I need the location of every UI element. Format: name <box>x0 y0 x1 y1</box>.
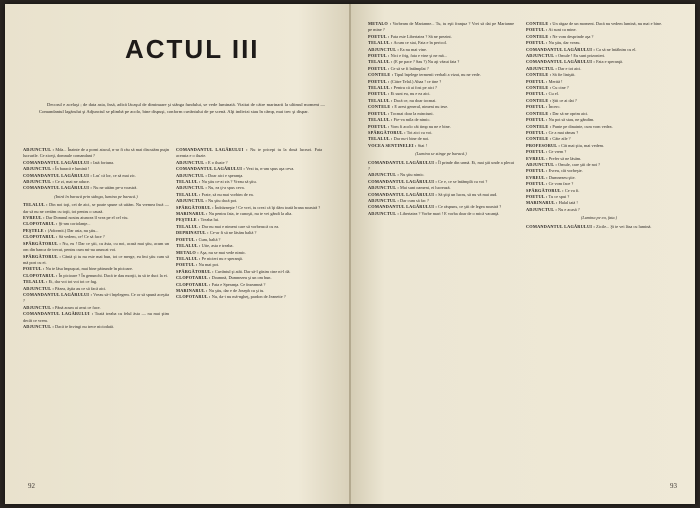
dialogue-text: Mda... Înainte de a porni atacul, n-ar fi rău să mai discutăm puţin lucrurile. Ce ziceţi, domnule comandant ? <box>23 147 169 159</box>
dialogue-text: Treaba lui. <box>199 217 220 223</box>
speaker-name: POETUL : <box>526 91 548 97</box>
dialogue-text: Fie-va mila de nimic. <box>392 117 431 123</box>
speaker-name: CLOPOTARUL : <box>176 281 211 287</box>
dialogue-text: Până acum ai avut ce face. <box>53 304 101 310</box>
speaker-name: COMANDANTUL LAGĂRULUI : <box>368 159 438 165</box>
speaker-name: TELALUL : <box>368 85 393 91</box>
dialogue-line <box>23 324 169 330</box>
dialogue-text: Ce răspuns, ce ştii de legea noastră ? <box>437 204 502 210</box>
dialogue-text: Nu, da-i nu mă-ngheţ, pardon de Jeanette ? <box>210 294 286 300</box>
speaker-name: TELALUL : <box>23 279 48 285</box>
dialogue-text: Ai sunt ca mine. <box>547 27 577 33</box>
dialogue-line <box>526 224 672 230</box>
speaker-name: TELALUL : <box>176 179 201 185</box>
speaker-name: POETUL : <box>368 78 390 84</box>
speaker-name: CONTELE : <box>526 72 552 78</box>
dialogue-text: Frate, să nu mai vorbim de ea. <box>200 191 254 197</box>
speaker-name: MARINARUL : <box>176 287 208 293</box>
speaker-name: POETUL : <box>23 266 45 272</box>
dialogue-text: Ce va fi. <box>563 187 580 193</box>
speaker-name: METALO : <box>368 21 392 26</box>
dialogue-text: Ce vrem ? <box>547 149 567 155</box>
right-page <box>350 4 695 504</box>
dialogue-text: Cum, baltă ? <box>197 236 221 242</box>
speaker-name: TELALUL : <box>176 223 201 229</box>
dialogue-text: (Adormit.) Dar asta, nu ştiu... <box>46 227 99 233</box>
speaker-name: POETUL : <box>526 168 548 174</box>
speaker-name: POETUL : <box>176 262 198 268</box>
speaker-name: POETUL : <box>526 104 548 110</box>
dialogue-text: Vreau să-i înţelegem. Ce or să spună aceştia ? <box>23 291 169 304</box>
dialogue-text: Dar nu-i bine de noi. <box>392 136 430 142</box>
dialogue-text: Dacă ce, nu doar tocmai. <box>392 97 437 103</box>
speaker-name: SPĂRGĂTORUL : <box>23 240 62 246</box>
speaker-name: ADJUNCTUL : <box>368 46 399 52</box>
speaker-name: EVREUL : <box>526 155 548 161</box>
speaker-name: COMANDANTUL LAGĂRULUI : <box>368 204 438 210</box>
dialogue-text: Pentru că ai fost pe aici ? <box>392 85 437 91</box>
dialogue-text: Doamnă, Dumnezeu şi un om bun. <box>210 275 272 281</box>
dialogue-text: Să vedem, ce! Ce să face ? <box>57 234 105 240</box>
speaker-name: POETUL : <box>526 40 548 46</box>
dialogue-text: Câte zile ? <box>551 136 571 142</box>
dialogue-text: Toată treaba cu felul ăsta — nu mai ştim decât ce vrem. <box>23 311 169 323</box>
dialogue-text: Ca să ne întâlnim cu el. <box>595 46 637 52</box>
stage-direction: (Intră în baracă prin stânga, lumina pe baracă.) <box>54 193 138 199</box>
speaker-name: ADJUNCTUL : <box>176 172 207 178</box>
speaker-name: CONTELE : <box>526 110 552 116</box>
speaker-name: POETUL : <box>368 33 390 39</box>
dialogue-text: E o iluzie ? <box>206 159 228 165</box>
dialogue-text: Nu, ea ţi-a spus ceva. <box>206 185 245 191</box>
dialogue-text: Ce zi, mai ne aduce. <box>53 179 90 185</box>
speaker-name: POETUL : <box>526 129 548 135</box>
speaker-name: VOCEA SENTINELEI : <box>368 142 417 148</box>
book-spread <box>5 4 695 504</box>
speaker-name: TELALUL : <box>176 255 201 261</box>
speaker-name: ADJUNCTUL : <box>23 323 54 329</box>
speaker-name: POETUL : <box>368 123 390 129</box>
speaker-name: CLOPOTARUL : <box>23 221 58 227</box>
speaker-name: SPĂRGĂTORUL : <box>368 129 406 135</box>
speaker-name: ADJUNCTUL : <box>368 197 399 203</box>
speaker-name: POETUL : <box>176 236 198 242</box>
speaker-name: PEŞTELE : <box>176 217 200 223</box>
dialogue-text: Nu, eu ! Dar ce ştii, cu ăsta, cu noi, acasă mai ştiu, acum un om din banca de trecut, pentru cum mi-au aruncat voi. <box>23 240 169 253</box>
speaker-name: CLOPOTARUL : <box>176 294 211 300</box>
speaker-name: POETUL : <box>368 110 390 116</box>
dialogue-text: Vezi tu, n-am spus aşa ceva. <box>245 166 295 172</box>
dialogue-text: Doar aici e speranţa. <box>206 172 244 178</box>
dialogue-line <box>526 207 672 213</box>
speaker-name: TELALUL : <box>368 59 393 65</box>
dialogue-text: Un răgaz de un moment. Dacă nu vedem lumină, nu mai e bine. <box>551 21 663 26</box>
speaker-name: TELALUL : <box>368 117 393 123</box>
dialogue-text: Nu ştiu dacă pot. <box>206 198 238 204</box>
speaker-name: POETUL : <box>368 65 390 71</box>
speaker-name: SPĂRGĂTORUL : <box>23 253 61 259</box>
dialogue-text: Libertatea ? Vorbe mari ! E vorba doar de o mică vacanţă. <box>398 210 500 216</box>
dialogue-text: Omule, care ştii de noi ? <box>556 161 601 167</box>
speaker-name: CONTELE : <box>526 33 552 39</box>
speaker-name: TELALUL : <box>368 40 393 46</box>
speaker-name: ADJUNCTUL : <box>176 159 207 165</box>
dialogue-line <box>368 160 514 173</box>
dialogue-text: Dar e tot aici. <box>556 65 582 71</box>
dialogue-text: Tipul înţelege termenii verbali a vizat, nu ne vede. <box>393 72 481 78</box>
speaker-name: SPĂRGĂTORUL : <box>176 204 214 210</box>
speaker-name: CONTELE : <box>526 85 552 91</box>
stage-direction-intro: Decorul e acelaşi ; de data asta, însă, adică lăcaşul de diminuare şi stânga fundului, se vede luminată. Vizitat de către marinarii la ultimul moment — Comandantul lagărului şi Adjunctul se plimbă pe acolo, bine dispuşi, conform cuvântului de pe scenă. Alţi indivizi stau în câmp, mai trec şi dispar. <box>39 102 325 114</box>
speaker-name: COMANDANTUL LAGĂRULUI : <box>368 178 438 184</box>
dialogue-text: Nu te pricepi tu la două lucruri. Fata aceasta e o iluzie. <box>176 147 322 159</box>
dialogue-text: Nu ne uităm pe-a voastră. <box>92 185 138 191</box>
speaker-name: DEPRINATUL : <box>176 230 209 236</box>
speaker-name: CONTELE : <box>526 123 552 129</box>
dialogue-text: Ştii ce ai dat ? <box>551 97 577 103</box>
speaker-name: ADJUNCTUL : <box>526 161 557 167</box>
dialogue-text: Dacă te învingi nu trece niciodată. <box>53 323 114 329</box>
dialogue-line <box>23 147 169 160</box>
dialogue-text: Ce e, ce se întâmplă cu voi ? <box>437 178 488 184</box>
dialogue-text: Fata este Libertatea ? Să ne prezint. <box>389 33 452 39</box>
speaker-name: CLOPOTARUL : <box>23 234 58 240</box>
speaker-name: ADJUNCTUL : <box>526 53 557 59</box>
speaker-name: COMANDANTUL LAGĂRULUI : <box>368 191 438 197</box>
stage-direction: (Lumina pe ea, fata.) <box>580 215 618 221</box>
speaker-name: ADJUNCTUL : <box>23 179 54 185</box>
dialogue-text: Fata e Speranţa. Ce înseamnă ? <box>210 281 266 287</box>
dialogue-text: Nu e acasă ? <box>556 206 580 212</box>
dialogue-text: Nu ştiu nimic. <box>398 172 425 178</box>
dialogue-text: În baracă e lumină ! <box>53 166 90 172</box>
dialogue-line <box>23 185 169 191</box>
page-number-right: 93 <box>670 482 677 490</box>
dialogue-line <box>23 241 169 254</box>
dialogue-text: E arest general, nimeni nu iese. <box>393 104 449 110</box>
dialogue-text: Ce-ar fi să ne lăsăm baltă ? <box>208 230 257 236</box>
dialogue-text: Tocmai doar la minciuni. <box>389 110 434 116</box>
speaker-name: COMANDANTUL LAGĂRULUI : <box>526 59 596 65</box>
speaker-name: SPĂRGĂTORUL : <box>176 268 214 274</box>
dialogue-text: Dar să ne oprim aici. <box>551 110 589 116</box>
left-page <box>5 4 350 504</box>
speaker-name: ADJUNCTUL : <box>176 198 207 204</box>
dialogue-text: Nu ştiu, dar vreau. <box>547 40 581 46</box>
dialogue-text: Nu ştiu ce-ai zis ? Vreau să ştiu. <box>200 179 257 185</box>
speaker-name: MARINARUL : <box>526 200 558 206</box>
dialogue-text: Las' că lor, ce să mai zic. <box>92 172 136 178</box>
dialogue-text: Halal tată ! <box>557 200 578 206</box>
speaker-name: MARINARUL : <box>176 211 208 217</box>
dialogue-text: (E pe pace ? Sau ?) Nu aţi văzut fata ? <box>392 59 460 65</box>
speaker-name: COMANDANTUL LAGĂRULUI : <box>23 311 94 317</box>
dialogue-text: Iată fortuna. <box>92 159 115 165</box>
dialogue-text: Dar nu mai e nimeni care să vorbească cu ea. <box>200 223 280 229</box>
dialogue-line <box>368 211 514 217</box>
dialogue-text: Nu te lăsa împuşcat, mai bine pătrunde în picioare. <box>44 266 133 272</box>
dialogue-text: Dumnezeu ştie. <box>547 174 576 180</box>
dialogue-text: Încerc. <box>547 104 561 110</box>
left-column-2 <box>176 147 322 477</box>
dialogue-text: Fata e speranţă. <box>595 59 623 65</box>
dialogue-text: Ea nu mai vine. <box>398 46 428 52</box>
right-column-1 <box>368 21 514 477</box>
speaker-name: CONTELE : <box>368 72 394 78</box>
dialogue-text: Punte pe dinainte, cum vom vedea. <box>551 123 613 129</box>
dialogue-text: Ce să se fi întâmplat ? <box>389 65 429 71</box>
speaker-name: COMANDANTUL LAGĂRULUI : <box>23 185 93 191</box>
speaker-name: TELALUL : <box>176 243 201 249</box>
dialogue-text: Omule ! Eu sunt prizonieri. <box>556 53 606 59</box>
speaker-name: ADJUNCTUL : <box>23 304 54 310</box>
speaker-name: TELALUL : <box>176 191 201 197</box>
speaker-name: PROFESORUL : <box>526 142 561 148</box>
speaker-name: CONTELE : <box>526 136 552 142</box>
speaker-name: ADJUNCTUL : <box>23 166 54 172</box>
speaker-name: ADJUNCTUL : <box>23 285 54 291</box>
speaker-name: METALO : <box>176 249 199 255</box>
dialogue-text: Pe nicieri nu e speranţă. <box>200 255 243 261</box>
book-gutter <box>349 4 351 504</box>
speaker-name: CONTELE : <box>368 104 394 110</box>
dialogue-text: Nu mai pot. <box>197 262 220 268</box>
dialogue-text: Îl prinde din urmă. Ei, mai ştii unde a plecat ? <box>368 159 514 171</box>
act-title: ACTUL III <box>125 34 260 64</box>
dialogue-line <box>368 143 514 149</box>
speaker-name: COMANDANTUL LAGĂRULUI : <box>176 166 246 172</box>
speaker-name: CONTELE : <box>526 21 552 26</box>
speaker-name: COMANDANTUL LAGĂRULUI : <box>176 147 248 152</box>
speaker-name: TELALUL : <box>368 136 393 142</box>
speaker-name: POETUL : <box>526 181 548 187</box>
speaker-name: ADJUNCTUL : <box>526 206 557 212</box>
dialogue-line <box>23 202 169 215</box>
dialogue-text: Ne vom desprinde aşa ? <box>551 33 594 39</box>
speaker-name: POETUL : <box>526 193 548 199</box>
stage-direction: (Lumina se stinge pe baracă.) <box>415 151 467 157</box>
speaker-name: CLOPOTARUL : <box>176 275 211 281</box>
dialogue-text: Vom fi acolo cât timp nu ne e bine. <box>389 123 451 129</box>
speaker-name: COMANDANTUL LAGĂRULUI : <box>23 291 93 297</box>
speaker-name: POETUL : <box>526 27 548 33</box>
dialogue-text: Uite, asta e treaba. <box>200 243 234 249</box>
speaker-name: PEŞTELE : <box>23 227 47 233</box>
dialogue-text: Aşa, nu se mai vede nimic. <box>198 249 247 255</box>
dialogue-text: Ce a mai rămas ? <box>547 129 579 135</box>
page-number-left: 92 <box>28 482 35 490</box>
dialogue-text: Îndrăzneşte ! Ce vrei, tu crezi că îţi dăm toată hrana noastră ? <box>213 204 321 210</box>
dialogue-line <box>176 147 322 160</box>
speaker-name: ADJUNCTUL : <box>176 185 207 191</box>
dialogue-text: Nu ştiu, dar e de Joseph cu şi tu. <box>207 287 265 293</box>
dialogue-line <box>368 21 514 34</box>
dialogue-text: În picioare ? În genunchi. Dacă te dau morţii, tu să te duci la ei. <box>57 272 168 278</box>
dialogue-line <box>23 311 169 324</box>
speaker-name: SPĂRGĂTORUL : <box>526 187 564 193</box>
dialogue-text: Ce vom face ? <box>547 181 574 187</box>
dialogue-text: Cu cine ? <box>551 85 569 91</box>
dialogue-text: Nu pot să stau, ne gândim. <box>547 117 595 123</box>
speaker-name: TELALUL : <box>368 97 393 103</box>
dialogue-text: Nu pentru fata, te cunoşti, nu te vei gândi la alta. <box>207 211 293 217</box>
dialogue-text: Cuvântul şi atât. Dar să-l găsim cine ni-l dă. <box>213 268 291 274</box>
dialogue-text: Şi-am coriolanţe... <box>57 221 91 227</box>
dialogue-text: Cântă şi tu nu este mai bun, tot ce merge, eu îmi ştiu cum să mă port cu ei. <box>23 253 169 265</box>
dialogue-text: Mai sunt oameni, ei lucrează. <box>398 185 451 191</box>
dialogue-text: Tu ce spui ? <box>547 193 570 199</box>
speaker-name: ADJUNCTUL : <box>368 185 399 191</box>
speaker-name: COMANDANTUL LAGĂRULUI : <box>526 46 596 52</box>
dialogue-text: Cât mai ştiu, mai vedem. <box>560 142 605 148</box>
speaker-name: COMANDANTUL LAGĂRULUI : <box>23 172 93 178</box>
dialogue-text: Merită ! <box>547 78 563 84</box>
speaker-name: ADJUNCTUL : <box>368 210 399 216</box>
speaker-name: COMANDANTUL LAGĂRULUI : <box>526 223 596 229</box>
dialogue-text: Zicile... Şi te vei lăsa cu lumină. <box>595 223 652 229</box>
dialogue-text: Ei sunt eu, nu e ea aici. <box>389 91 431 97</box>
dialogue-text: Păzea, ăştia au ce să facă aici. <box>53 285 107 291</box>
right-column-2 <box>526 21 672 477</box>
speaker-name: CONTELE : <box>526 97 552 103</box>
dialogue-text: Acum ce stai, Fata e în pericol. <box>392 40 447 46</box>
dialogue-text: Dar cum să fac ? <box>398 197 429 203</box>
dialogue-line <box>176 294 322 300</box>
left-column-1 <box>23 147 169 477</box>
dialogue-text: Cu el. <box>547 91 559 97</box>
dialogue-line <box>23 292 169 305</box>
speaker-name: EVREUL : <box>23 215 45 221</box>
dialogue-text: (Către Telal.) Ahaa ! ce tine ? <box>389 78 442 84</box>
dialogue-text: Dar Domnul nostru atuncea îl vrea pe el cel viu. <box>44 215 129 221</box>
speaker-name: EVREUL : <box>526 174 548 180</box>
dialogue-text: Nici e frig, fata e vine şi ne mă... <box>389 53 447 59</box>
dialogue-line <box>23 254 169 267</box>
speaker-name: ADJUNCTUL : <box>368 172 399 178</box>
speaker-name: POETUL : <box>526 149 548 155</box>
speaker-name: COMANDANTUL LAGĂRULUI : <box>23 159 93 165</box>
speaker-name: POETUL : <box>368 53 390 59</box>
dialogue-text: Ei, dar voi tot voi tot ce fug. <box>47 279 98 285</box>
dialogue-text: Prefer să ne lăsăm. <box>547 155 582 161</box>
dialogue-text: Stai ! <box>416 142 427 148</box>
speaker-name: POETUL : <box>368 91 390 97</box>
speaker-name: CLOPOTARUL : <box>23 272 58 278</box>
dialogue-text: Să ştiţi un lucru, să nu vă mai aud. <box>437 191 498 197</box>
speaker-name: POETUL : <box>526 78 548 84</box>
speaker-name: ADJUNCTUL : <box>526 65 557 71</box>
dialogue-text: Tot aici cu voi. <box>405 129 433 135</box>
speaker-name: TELALUL : <box>23 202 48 208</box>
speaker-name: POETUL : <box>526 117 548 123</box>
dialogue-text: Evreu, cât vorbeşte. <box>547 168 583 174</box>
dialogue-text: Să fie liniştit. <box>551 72 576 78</box>
dialogue-text: Vorbeam de Marianne... Tu, tu eşti franţuz ? Vrei să dai pe Marianne pe mine ? <box>368 21 514 33</box>
dialogue-text: Din noi toţi, cei de aici, se poate spune că uităm. Nu vremea încă — dar să nu ne certăm cu toţii, tot pentru o cauză. <box>23 202 169 214</box>
speaker-name: ADJUNCTUL : <box>23 147 55 152</box>
